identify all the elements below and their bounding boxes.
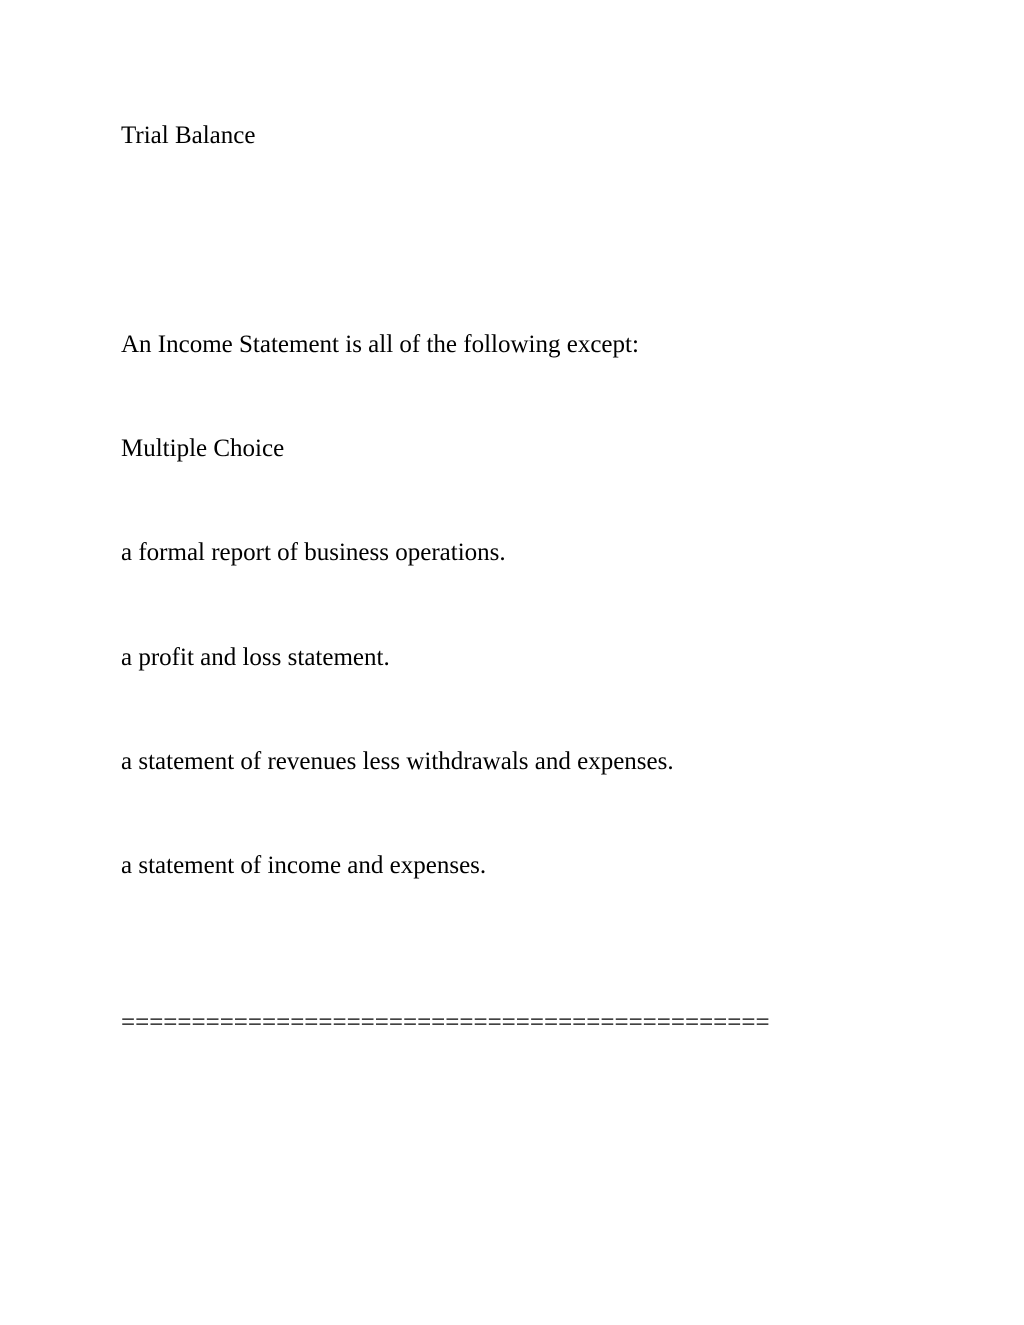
separator-line: ============================================== [121, 1009, 770, 1036]
question-text: An Income Statement is all of the following except: [121, 331, 639, 358]
question-type-label: Multiple Choice [121, 435, 285, 462]
section-heading: Trial Balance [121, 122, 256, 149]
answer-option: a profit and loss statement. [121, 644, 390, 671]
answer-option: a statement of income and expenses. [121, 852, 487, 879]
answer-option: a formal report of business operations. [121, 539, 506, 566]
answer-option: a statement of revenues less withdrawals and expenses. [121, 748, 674, 775]
